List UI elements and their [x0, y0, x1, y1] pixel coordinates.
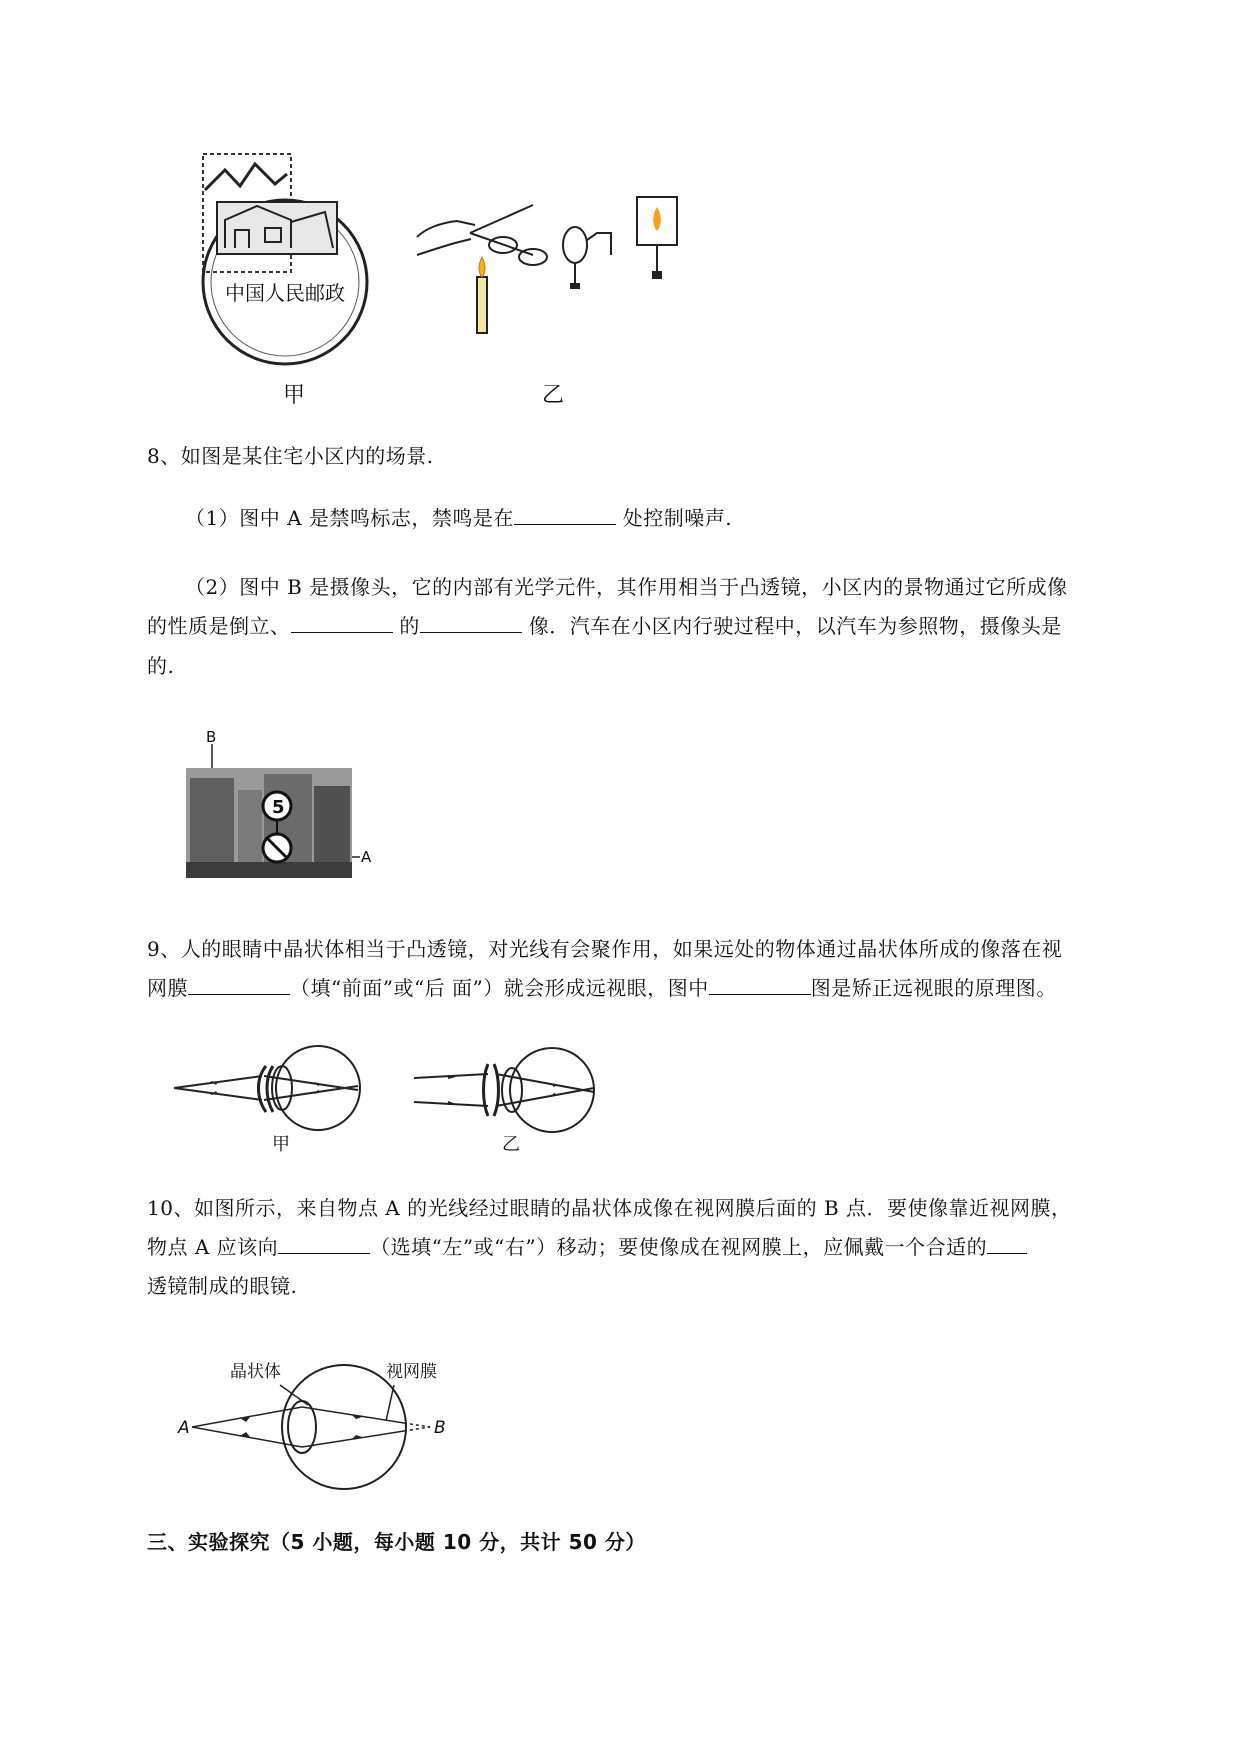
- q8-street-photo: [180, 730, 380, 880]
- speed-sign-number: 5: [272, 797, 285, 818]
- q10-label-lens: 晶状体: [230, 1362, 281, 1382]
- q8-part2-line3: 的.: [147, 654, 175, 678]
- candle-glasses-screen-figure: [415, 195, 695, 345]
- q10-line1: 10、如图所示，来自物点 A 的光线经过眼睛的晶状体成像在视网膜后面的 B 点．要使像靠近视网膜，: [147, 1196, 1072, 1220]
- q9-caption-right: 乙: [502, 1134, 520, 1155]
- q10-label-retina: 视网膜: [386, 1362, 437, 1382]
- stamp-magnifier-figure: [195, 150, 395, 380]
- q10-blank-2[interactable]: [987, 1233, 1027, 1254]
- q10-blank-1[interactable]: [278, 1233, 370, 1254]
- q10-eyeball: [282, 1365, 406, 1489]
- q8-part1-after: 处控制噪声.: [615, 506, 733, 530]
- q8-part2-line1: （2）图中 B 是摄像头，它的内部有光学元件，其作用相当于凸透镜，小区内的景物通过它所成像: [185, 575, 1068, 599]
- q9-line2: [147, 974, 1057, 1002]
- q9-text-c: 图是矫正远视眼的原理图。: [810, 976, 1057, 1000]
- section3-heading: 三、实验探究（5 小题，每小题 10 分，共计 50 分）: [147, 1530, 646, 1554]
- q8-label-a: A: [361, 848, 372, 866]
- q8-part1-before: （1）图中 A 是禁鸣标志，禁鸣是在: [185, 506, 514, 530]
- q8-title: 8、如图是某住宅小区内的场景.: [147, 444, 434, 468]
- q8-part2-text-b: 的: [392, 614, 420, 638]
- fig-top-caption-right: 乙: [542, 383, 565, 408]
- q8-part2-line2: [147, 612, 1062, 640]
- fig-top-caption-left: 甲: [283, 383, 306, 408]
- q8-blank-2[interactable]: [291, 612, 393, 633]
- q9-blank-1[interactable]: [188, 974, 290, 995]
- candle: [477, 277, 487, 333]
- hand-outline: [417, 221, 475, 255]
- corrective-lens: [484, 1064, 489, 1116]
- q8-part2-text-a: 的性质是倒立、: [147, 614, 291, 638]
- q8-blank-3[interactable]: [420, 612, 522, 633]
- glasses-arm: [470, 205, 533, 233]
- q9-text-a: 网膜: [147, 976, 188, 1000]
- q10-text-a: 物点 A 应该向: [147, 1235, 279, 1259]
- q10-eye-diagram: [172, 1355, 472, 1505]
- q9-caption-left: 甲: [272, 1134, 290, 1155]
- q9-text-b: （填“前面”或“后 面”）就会形成远视眼，图中: [290, 976, 709, 1000]
- q8-part1: [185, 504, 732, 532]
- q8-label-b: B: [206, 728, 217, 746]
- candle-flame: [479, 257, 485, 277]
- q8-part2-text-c: 像．汽车在小区内行驶过程中，以汽车为参照物，摄像头是: [521, 614, 1062, 638]
- q10-label-b: B: [434, 1418, 446, 1438]
- lens-on-stand: [563, 227, 587, 263]
- q10-text-b: （选填“左”或“右”）移动；要使像成在视网膜上，应佩戴一个合适的: [370, 1235, 988, 1259]
- glasses-right-lens: [519, 249, 547, 265]
- q10-line2: [147, 1233, 1027, 1261]
- q9-line1: 9、人的眼睛中晶状体相当于凸透镜，对光线有会聚作用，如果远处的物体通过晶状体所成的像落在视: [147, 937, 1063, 961]
- q10-label-a: A: [178, 1418, 190, 1438]
- q10-line3: 透镜制成的眼镜.: [147, 1274, 298, 1298]
- q9-blank-2[interactable]: [709, 974, 811, 995]
- corrective-lens: [259, 1066, 267, 1112]
- stamp-roof-scribble: [205, 164, 287, 190]
- q8-blank-1[interactable]: [514, 504, 616, 525]
- stamp-text: 中国人民邮政: [225, 281, 345, 305]
